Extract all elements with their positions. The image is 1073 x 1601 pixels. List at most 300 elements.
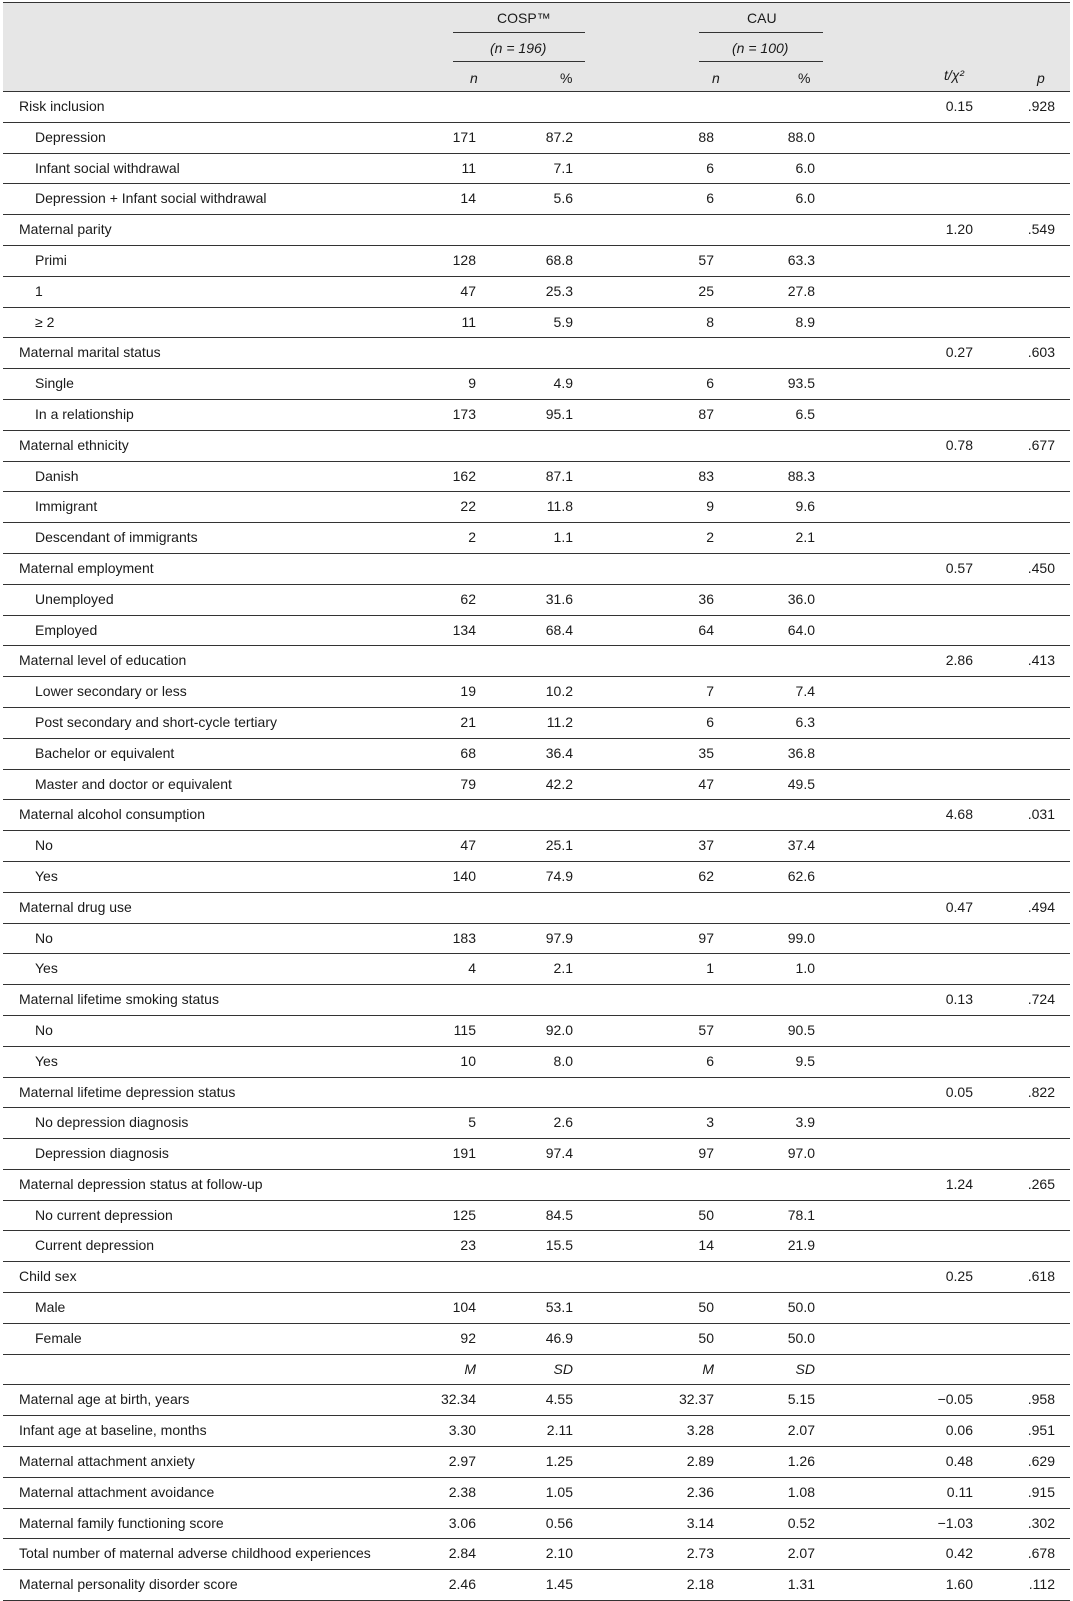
table-row <box>3 800 1070 831</box>
table-header <box>3 2 1070 92</box>
cell-p1: 74.9 <box>545 867 573 884</box>
table-row <box>3 184 1070 215</box>
cell-n2: 47 <box>698 775 714 792</box>
cell-n1: 173 <box>452 405 476 422</box>
cell-n1: 47 <box>460 837 476 854</box>
cell-n1: 4 <box>468 960 476 977</box>
group2-title: CAU <box>747 10 777 26</box>
table-row <box>3 1447 1070 1478</box>
table-row <box>3 1078 1070 1109</box>
table-row <box>3 1201 1070 1232</box>
cell-label: Maternal family functioning score <box>19 1514 224 1531</box>
cell-n1: 171 <box>452 128 476 145</box>
cell-n1: 104 <box>452 1299 476 1316</box>
table-row <box>3 492 1070 523</box>
cell-p1: 68.8 <box>545 251 573 268</box>
cell-n2: 2.18 <box>686 1576 714 1593</box>
cell-p: .618 <box>1027 1268 1055 1285</box>
cell-n2: 6 <box>706 159 714 176</box>
cell-p1: 53.1 <box>545 1299 573 1316</box>
cell-p1: 42.2 <box>545 775 573 792</box>
cell-n2: 1 <box>706 960 714 977</box>
cell-label: Female <box>35 1329 82 1346</box>
table-row <box>3 1262 1070 1293</box>
cell-n2: 14 <box>698 1237 714 1254</box>
cell-label: Maternal lifetime depression status <box>19 1083 236 1100</box>
cell-n1: 140 <box>452 867 476 884</box>
cell-p: .677 <box>1027 436 1055 453</box>
cell-n1: 5 <box>468 1114 476 1131</box>
cell-p: .928 <box>1027 98 1055 114</box>
table-row <box>3 585 1070 616</box>
cell-label: Male <box>35 1299 66 1316</box>
cell-n2: 2.89 <box>686 1453 714 1470</box>
cell-p2: 2.1 <box>795 529 815 546</box>
cell-label: Bachelor or equivalent <box>35 744 175 761</box>
cell-n2: 6 <box>706 375 714 392</box>
cell-label: Immigrant <box>35 498 98 515</box>
cell-n2: 32.37 <box>678 1391 714 1408</box>
cell-n1: 14 <box>460 190 476 207</box>
cell-p1: 92.0 <box>545 1021 573 1038</box>
table-row <box>3 770 1070 801</box>
cell-p: .958 <box>1027 1391 1055 1408</box>
cell-p1: 2.11 <box>546 1422 573 1439</box>
cell-label: Maternal drug use <box>19 898 132 915</box>
col-stat: t/χ² <box>944 67 965 83</box>
table-body <box>3 92 1070 1601</box>
table-row <box>3 954 1070 985</box>
cell-p2: 50.0 <box>787 1299 815 1316</box>
cell-p1: 97.4 <box>545 1145 573 1162</box>
cell-n1: 92 <box>460 1329 476 1346</box>
cell-p1: 46.9 <box>545 1329 573 1346</box>
table-row <box>3 1139 1070 1170</box>
group2-title-rule <box>699 32 823 33</box>
cell-n1: 115 <box>453 1021 476 1038</box>
table-row <box>3 1108 1070 1139</box>
cell-n1: 191 <box>452 1145 476 1162</box>
cell-p2: 63.3 <box>787 251 815 268</box>
cell-n2: 88 <box>698 128 714 145</box>
table-row <box>3 1293 1070 1324</box>
cell-label: Maternal parity <box>19 221 112 238</box>
cell-n2: 50 <box>698 1329 714 1346</box>
table-row <box>3 739 1070 770</box>
table-row <box>3 462 1070 493</box>
cell-p1: 2.10 <box>545 1545 573 1562</box>
cell-n2: 87 <box>698 405 714 422</box>
cell-label: Infant social withdrawal <box>35 159 180 176</box>
cell-n2: 64 <box>698 621 714 638</box>
cell-p2: 5.15 <box>787 1391 815 1408</box>
cell-p2: 36.8 <box>787 744 815 761</box>
cell-p: .031 <box>1027 806 1055 823</box>
table-row <box>3 924 1070 955</box>
cell-n2: 6 <box>706 1052 714 1069</box>
cell-p1: 10.2 <box>545 683 573 700</box>
cell-p1: 95.1 <box>545 405 573 422</box>
cell-n2: 7 <box>706 683 714 700</box>
cell-p1: 4.55 <box>545 1391 573 1408</box>
col-p: p <box>1037 70 1045 86</box>
cell-p: .302 <box>1027 1514 1055 1531</box>
cell-p2: 49.5 <box>787 775 815 792</box>
cell-label: No <box>35 837 53 854</box>
col-pct-1: % <box>560 70 573 86</box>
cell-label: Primi <box>35 251 67 268</box>
cell-p2: 36.0 <box>787 590 815 607</box>
table-row <box>3 123 1070 154</box>
cell-t: 0.48 <box>945 1453 973 1470</box>
cell-n1: 11 <box>461 159 476 176</box>
table-row <box>3 400 1070 431</box>
cell-p: .494 <box>1027 898 1055 915</box>
table-row <box>3 554 1070 585</box>
cell-p: .603 <box>1027 344 1055 361</box>
cell-n1: 68 <box>460 744 476 761</box>
cell-p1: 4.9 <box>553 375 573 392</box>
col-n-1: n <box>470 70 478 86</box>
cell-label: 1 <box>35 282 43 299</box>
cell-label: Single <box>35 375 74 392</box>
cell-label: Risk inclusion <box>19 98 105 114</box>
cell-n1: 23 <box>460 1237 476 1254</box>
cell-label: Yes <box>35 960 58 977</box>
cell-label: Danish <box>35 467 79 484</box>
cell-n1: 19 <box>460 683 476 700</box>
cell-p: .951 <box>1027 1422 1055 1439</box>
cell-label: Current depression <box>35 1237 155 1254</box>
col-n-2: n <box>712 70 720 86</box>
cell-p2: 62.6 <box>787 867 815 884</box>
cell-label: Employed <box>35 621 98 638</box>
table-row <box>3 431 1070 462</box>
cell-p2: 50.0 <box>787 1329 815 1346</box>
table-row <box>3 1416 1070 1447</box>
cell-p2: 1.26 <box>787 1453 815 1470</box>
cell-p2: 1.31 <box>787 1576 815 1593</box>
cell-t: −1.03 <box>937 1514 973 1531</box>
cell-n2: 62 <box>698 867 714 884</box>
cell-t: 1.24 <box>945 1175 973 1192</box>
cell-n1: 9 <box>468 375 476 392</box>
cell-p: .915 <box>1027 1483 1055 1500</box>
cell-n1: 3.30 <box>448 1422 476 1439</box>
cell-label: Unemployed <box>35 590 114 607</box>
cell-p2: 37.4 <box>787 837 815 854</box>
cell-p1: 87.2 <box>545 128 573 145</box>
cell-n1: 125 <box>452 1206 476 1223</box>
cell-p1: 31.6 <box>545 590 573 607</box>
cell-p2: 7.4 <box>795 683 815 700</box>
cell-label: No <box>35 1021 53 1038</box>
cell-n2: 2.73 <box>686 1545 714 1562</box>
cell-p1: 25.3 <box>545 282 573 299</box>
cell-n1: 162 <box>452 467 476 484</box>
cell-p2: 6.3 <box>795 713 815 730</box>
table-row <box>3 1509 1070 1540</box>
cell-n2: 3.14 <box>686 1514 714 1531</box>
cell-n2: 50 <box>698 1299 714 1316</box>
cell-label: Child sex <box>19 1268 77 1285</box>
cell-p1: 84.5 <box>545 1206 573 1223</box>
table-row <box>3 708 1070 739</box>
cell-t: 0.57 <box>945 559 973 576</box>
cell-label: Maternal attachment avoidance <box>19 1483 215 1500</box>
cell-n2: 9 <box>706 498 714 515</box>
group2-n: (n = 100) <box>732 40 789 56</box>
group1-n-rule <box>453 61 585 62</box>
cell-label: Depression diagnosis <box>35 1145 169 1162</box>
cell-label: Maternal age at birth, years <box>19 1391 190 1408</box>
cell-t: 2.86 <box>945 652 973 669</box>
cell-t: 0.25 <box>945 1268 973 1285</box>
cell-t: 0.78 <box>945 436 973 453</box>
cell-n1: 11 <box>461 313 476 330</box>
cell-p: .549 <box>1027 221 1055 238</box>
cell-label: Maternal attachment anxiety <box>19 1453 195 1470</box>
cell-n1: 10 <box>460 1052 476 1069</box>
cell-p2: 6.5 <box>795 405 815 422</box>
cell-p1: 5.9 <box>553 313 573 330</box>
cell-n2: 83 <box>698 467 714 484</box>
cell-n1: 47 <box>460 282 476 299</box>
table-row <box>3 277 1070 308</box>
cell-t: 0.06 <box>945 1422 973 1439</box>
cell-label: No depression diagnosis <box>35 1114 189 1131</box>
cell-p1: 2.1 <box>553 960 573 977</box>
cell-n2: 97 <box>698 1145 714 1162</box>
cell-label: Maternal level of education <box>19 652 187 669</box>
cell-p2: 2.07 <box>787 1545 815 1562</box>
table-row <box>3 831 1070 862</box>
cell-p1: 68.4 <box>545 621 573 638</box>
group1-title-rule <box>453 32 585 33</box>
table-row <box>3 1478 1070 1509</box>
cell-p1: 1.25 <box>545 1453 573 1470</box>
cell-p1: 1.05 <box>545 1483 573 1500</box>
cell-p: .724 <box>1027 991 1055 1008</box>
cell-p1: 5.6 <box>553 190 573 207</box>
cell-p1: 11.8 <box>546 498 573 515</box>
cell-n1: 2 <box>468 529 476 546</box>
cell-n1: 134 <box>452 621 476 638</box>
cell-p2: SD <box>795 1360 815 1377</box>
cell-n1: M <box>464 1360 476 1377</box>
cell-label: Maternal personality disorder score <box>19 1576 238 1593</box>
cell-t: 0.05 <box>945 1083 973 1100</box>
cell-p1: 36.4 <box>545 744 573 761</box>
cell-p2: 21.9 <box>787 1237 815 1254</box>
cell-label: No current depression <box>35 1206 173 1223</box>
group1-n: (n = 196) <box>490 40 547 56</box>
table-row <box>3 369 1070 400</box>
cell-p2: 0.52 <box>787 1514 815 1531</box>
table-row <box>3 1539 1070 1570</box>
table-row <box>3 246 1070 277</box>
cell-p2: 99.0 <box>787 929 815 946</box>
cell-p2: 88.0 <box>787 128 815 145</box>
cell-n2: 50 <box>698 1206 714 1223</box>
cell-p2: 2.07 <box>787 1422 815 1439</box>
cell-n2: 3 <box>706 1114 714 1131</box>
cell-label: In a relationship <box>35 405 134 422</box>
cell-label: Master and doctor or equivalent <box>35 775 232 792</box>
cell-t: 1.60 <box>945 1576 973 1593</box>
cell-p1: SD <box>553 1360 573 1377</box>
cell-p2: 6.0 <box>795 159 815 176</box>
cell-p2: 8.9 <box>795 313 815 330</box>
cell-p1: 97.9 <box>545 929 573 946</box>
cell-p: .112 <box>1028 1576 1055 1593</box>
cell-label: Total number of maternal adverse childhood experiences <box>19 1545 371 1562</box>
table-row <box>3 646 1070 677</box>
table-row <box>3 677 1070 708</box>
table-row <box>3 92 1070 123</box>
table-row <box>3 523 1070 554</box>
cell-n2: 8 <box>706 313 714 330</box>
cell-n2: 6 <box>706 190 714 207</box>
cell-p1: 0.56 <box>545 1514 573 1531</box>
cell-p2: 93.5 <box>787 375 815 392</box>
cell-n1: 3.06 <box>448 1514 476 1531</box>
cell-t: 0.15 <box>945 98 973 114</box>
table-row <box>3 893 1070 924</box>
table-row <box>3 1570 1070 1601</box>
cell-n1: 79 <box>460 775 476 792</box>
cell-t: 0.13 <box>945 991 973 1008</box>
cell-t: 1.20 <box>945 221 973 238</box>
cell-label: Maternal employment <box>19 559 154 576</box>
cell-n2: 57 <box>698 251 714 268</box>
cell-p2: 1.0 <box>795 960 815 977</box>
cell-n2: 2.36 <box>686 1483 714 1500</box>
cell-n2: 36 <box>698 590 714 607</box>
cell-p1: 11.2 <box>546 713 573 730</box>
cell-label: Yes <box>35 867 58 884</box>
cell-n1: 2.84 <box>448 1545 476 1562</box>
cell-p: .413 <box>1027 652 1055 669</box>
cell-p1: 2.6 <box>553 1114 573 1131</box>
cell-n1: 183 <box>452 929 476 946</box>
cell-n2: 35 <box>698 744 714 761</box>
cell-p: .450 <box>1027 559 1055 576</box>
table-row <box>3 1355 1070 1386</box>
cell-label: Depression + Infant social withdrawal <box>35 190 267 207</box>
cell-t: 0.47 <box>945 898 973 915</box>
cell-t: 0.11 <box>946 1483 973 1500</box>
table-row <box>3 338 1070 369</box>
cell-n1: 2.46 <box>448 1576 476 1593</box>
cell-label: Post secondary and short-cycle tertiary <box>35 713 277 730</box>
cell-p1: 8.0 <box>553 1052 573 1069</box>
cell-p2: 78.1 <box>787 1206 815 1223</box>
cell-p2: 9.5 <box>795 1052 815 1069</box>
cell-label: Descendant of immigrants <box>35 529 198 546</box>
group2-n-rule <box>699 61 823 62</box>
cell-p2: 97.0 <box>787 1145 815 1162</box>
cell-p: .629 <box>1027 1453 1055 1470</box>
table-row <box>3 616 1070 647</box>
cell-p1: 87.1 <box>545 467 573 484</box>
cell-n2: M <box>702 1360 714 1377</box>
cell-t: 0.42 <box>945 1545 973 1562</box>
table-row <box>3 215 1070 246</box>
table-row <box>3 985 1070 1016</box>
cell-n2: 97 <box>698 929 714 946</box>
table-row <box>3 1016 1070 1047</box>
cell-label: Maternal lifetime smoking status <box>19 991 219 1008</box>
cell-label: ≥ 2 <box>35 313 55 330</box>
cell-t: 4.68 <box>945 806 973 823</box>
cell-n1: 21 <box>460 713 476 730</box>
cell-n1: 128 <box>452 251 476 268</box>
table-row <box>3 1324 1070 1355</box>
cell-label: Maternal alcohol consumption <box>19 806 205 823</box>
cell-p2: 3.9 <box>795 1114 815 1131</box>
cell-label: Maternal marital status <box>19 344 161 361</box>
cell-n1: 2.97 <box>448 1453 476 1470</box>
cell-n1: 22 <box>460 498 476 515</box>
table-row <box>3 308 1070 339</box>
table-row <box>3 1385 1070 1416</box>
cell-t: 0.27 <box>945 344 973 361</box>
col-pct-2: % <box>798 70 811 86</box>
cell-p: .822 <box>1027 1083 1055 1100</box>
cell-label: Lower secondary or less <box>35 683 187 700</box>
table-row <box>3 1170 1070 1201</box>
cell-n2: 2 <box>706 529 714 546</box>
cell-n2: 37 <box>698 837 714 854</box>
cell-n1: 2.38 <box>448 1483 476 1500</box>
table-row <box>3 862 1070 893</box>
cell-label: No <box>35 929 53 946</box>
cell-p2: 88.3 <box>787 467 815 484</box>
cell-n2: 25 <box>698 282 714 299</box>
cell-p2: 1.08 <box>787 1483 815 1500</box>
cell-p1: 7.1 <box>553 159 573 176</box>
cell-p1: 15.5 <box>545 1237 573 1254</box>
cell-label: Maternal ethnicity <box>19 436 129 453</box>
cell-label: Infant age at baseline, months <box>19 1422 207 1439</box>
cell-p1: 1.1 <box>553 529 573 546</box>
cell-t: −0.05 <box>937 1391 973 1408</box>
cell-p2: 6.0 <box>795 190 815 207</box>
cell-n2: 3.28 <box>686 1422 714 1439</box>
cell-label: Maternal depression status at follow-up <box>19 1175 263 1192</box>
cell-label: Depression <box>35 128 106 145</box>
cell-p1: 1.45 <box>545 1576 573 1593</box>
cell-p2: 9.6 <box>795 498 815 515</box>
table-row <box>3 154 1070 185</box>
cell-p2: 64.0 <box>787 621 815 638</box>
cell-p2: 90.5 <box>787 1021 815 1038</box>
cell-p: .265 <box>1027 1175 1055 1192</box>
cell-p1: 25.1 <box>545 837 573 854</box>
baseline-characteristics-table <box>3 2 1070 1601</box>
cell-n1: 62 <box>460 590 476 607</box>
cell-p2: 27.8 <box>787 282 815 299</box>
cell-n1: 32.34 <box>440 1391 476 1408</box>
table-row <box>3 1047 1070 1078</box>
cell-label: Yes <box>35 1052 58 1069</box>
cell-n2: 6 <box>706 713 714 730</box>
cell-n2: 57 <box>698 1021 714 1038</box>
group1-title: COSP™ <box>497 10 551 26</box>
cell-p: .678 <box>1027 1545 1055 1562</box>
table-row <box>3 1231 1070 1262</box>
